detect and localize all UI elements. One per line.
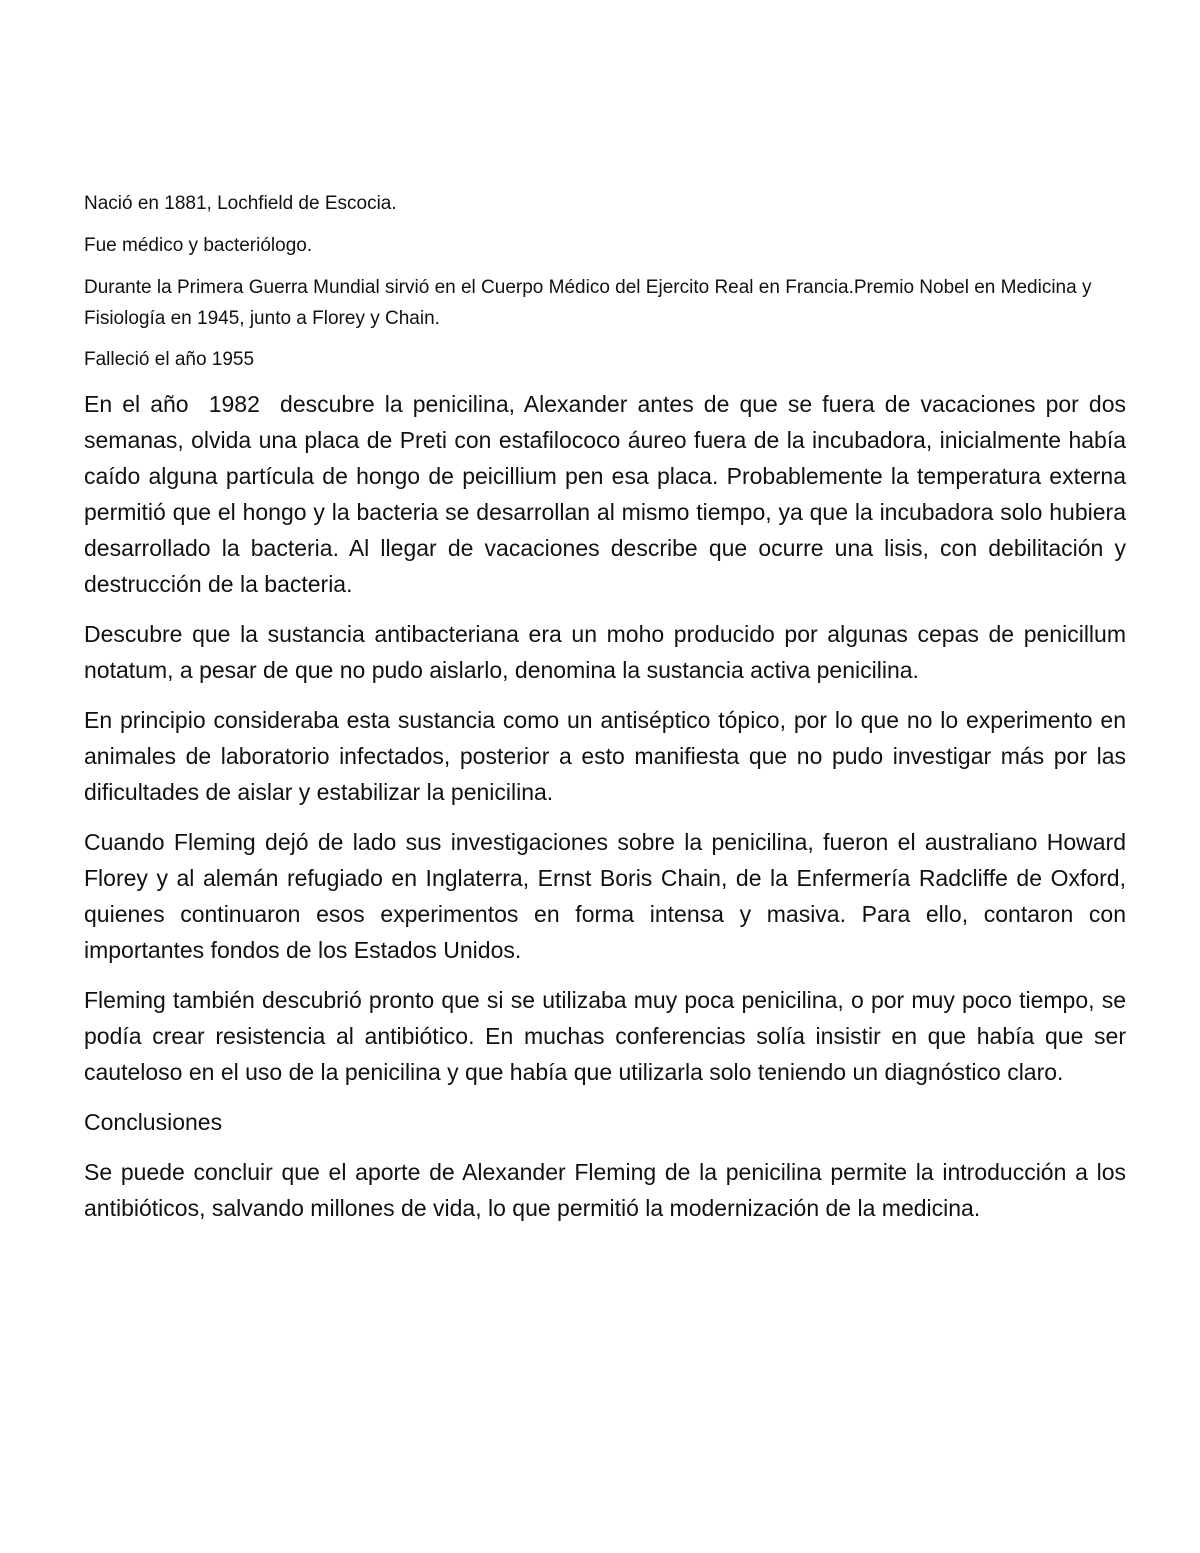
death-paragraph: Falleció el año 1955 — [84, 349, 255, 370]
war-nobel-paragraph: Durante la Primera Guerra Mundial sirvió en el Cuerpo Médico del Ejercito Real en Francia.Premio Nobel en Medicina y Fisiología en 1945, junto a Florey y Chain. — [84, 277, 1092, 329]
antiseptic-paragraph: En principio consideraba esta sustancia como un antiséptico tópico, por lo que no lo experimento en animales de laboratorio infectados, posterior a esto manifiesta que no pudo investigar más por las dificultades de aislar y estabilizar la penicilina. — [84, 707, 1126, 805]
florey-chain-paragraph: Cuando Fleming dejó de lado sus investigaciones sobre la penicilina, fueron el australiano Howard Florey y al alemán refugiado en Inglaterra, Ernst Boris Chain, de la Enfermería Radcliffe de Oxford, quienes continuaron esos experimentos en forma intensa y masiva. Para ello, contaron con importantes fondos de los Estados Unidos. — [84, 829, 1126, 963]
conclusions-paragraph: Se puede concluir que el aporte de Alexander Fleming de la penicilina permite la introducción a los antibióticos, salvando millones de vida, lo que permitió la modernización de la medicina. — [84, 1159, 1126, 1221]
resistance-paragraph: Fleming también descubrió pronto que si se utilizaba muy poca penicilina, o por muy poco tiempo, se podía crear resistencia al antibiótico. En muchas conferencias solía insistir en que había que ser cauteloso en el uso de la penicilina y que había que utilizarla solo teniendo un diagnóstico claro. — [84, 987, 1126, 1085]
conclusions-heading: Conclusiones — [84, 1109, 223, 1135]
substance-paragraph: Descubre que la sustancia antibacteriana era un moho producido por algunas cepas de penicillum notatum, a pesar de que no pudo aislarlo, denomina la sustancia activa penicilina. — [84, 621, 1126, 683]
profession-paragraph: Fue médico y bacteriólogo. — [84, 235, 313, 256]
discovery-paragraph: En el año 1982 descubre la penicilina, Alexander antes de que se fuera de vacaciones por dos semanas, olvida una placa de Preti con estafilococo áureo fuera de la incubadora, inicialmente había caído alguna partícula de hongo de peicillium pen esa placa. Probablemente la temperatura externa permitió que el hongo y la bacteria se desarrollan al mismo tiempo, ya que la incubadora solo hubiera desarrollado la bacteria. Al llegar de vacaciones describe que ocurre una lisis, con debilitación y destrucción de la bacteria. — [84, 391, 1133, 597]
birth-paragraph: Nació en 1881, Lochfield de Escocia. — [84, 193, 397, 214]
document-body — [84, 188, 1133, 1240]
